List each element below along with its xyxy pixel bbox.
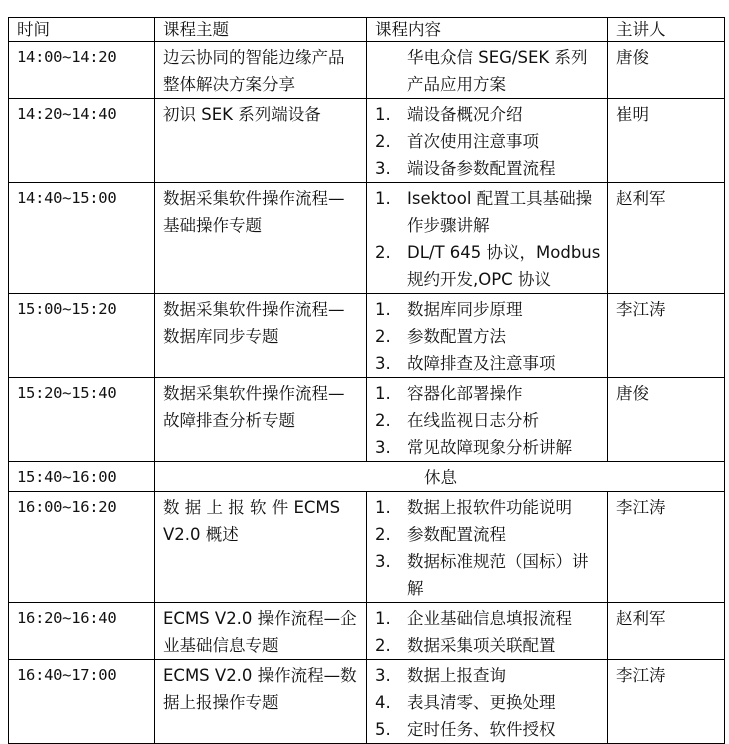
- header-speaker: 主讲人: [608, 18, 725, 42]
- item-number: 2.: [375, 132, 391, 151]
- item-text: 容器化部署操作: [407, 384, 523, 403]
- item-text: 企业基础信息填报流程: [407, 609, 572, 628]
- time-cell: 16:40~17:00: [9, 660, 155, 744]
- item-text: 数据上报软件功能说明: [407, 498, 572, 517]
- content-cell: [367, 603, 608, 660]
- topic-cell: 初识 SEK 系列端设备: [155, 99, 367, 183]
- item-text: 在线监视日志分析: [407, 411, 539, 430]
- speaker-cell: 赵利军: [608, 603, 725, 660]
- item-number: 2.: [375, 525, 391, 544]
- time-cell: 16:20~16:40: [9, 603, 155, 660]
- item-number: 2.: [375, 411, 391, 430]
- table-row: [9, 183, 725, 294]
- content-item: [375, 407, 601, 434]
- content-item: [375, 632, 601, 659]
- content-item: [375, 296, 601, 323]
- item-text: 端设备参数配置流程: [407, 159, 556, 178]
- item-text: 数据标准规范（国标）讲解: [407, 552, 589, 598]
- speaker-cell: 李江涛: [608, 294, 725, 378]
- content-cell: [367, 378, 608, 462]
- item-number: 1.: [375, 609, 391, 628]
- table-row: [9, 42, 725, 99]
- item-number: 4.: [375, 693, 391, 712]
- content-item: [375, 716, 601, 743]
- table-row: [9, 660, 725, 744]
- item-text: DL/T 645 协议，Modbus 规约开发,OPC 协议: [407, 243, 601, 289]
- item-text: Isektool 配置工具基础操作步骤讲解: [407, 189, 593, 235]
- item-text: 常见故障现象分析讲解: [407, 438, 572, 457]
- table-row: [9, 378, 725, 462]
- table-row: [9, 462, 725, 492]
- item-number: 1.: [375, 105, 391, 124]
- topic-cell: ECMS V2.0 操作流程—数据上报操作专题: [155, 660, 367, 744]
- item-text: 数据上报查询: [407, 666, 506, 685]
- content-item: [375, 689, 601, 716]
- speaker-cell: 唐俊: [608, 42, 725, 99]
- item-text: 数据库同步原理: [407, 300, 523, 319]
- time-cell: 15:40~16:00: [9, 462, 155, 492]
- item-number: 3.: [375, 438, 391, 457]
- speaker-cell: 李江涛: [608, 660, 725, 744]
- item-number: 2.: [375, 636, 391, 655]
- table-row: [9, 603, 725, 660]
- item-number: 3.: [375, 354, 391, 373]
- header-row: [9, 18, 725, 42]
- item-number: 1.: [375, 384, 391, 403]
- topic-cell: 数 据 上 报 软 件 ECMS V2.0 概述: [155, 492, 367, 603]
- item-number: 2.: [375, 243, 391, 262]
- item-number: 1.: [375, 189, 391, 208]
- item-text: 故障排查及注意事项: [407, 354, 556, 373]
- topic-cell: 数据采集软件操作流程—故障排查分析专题: [155, 378, 367, 462]
- content-item: [375, 548, 601, 602]
- topic-cell: 数据采集软件操作流程—基础操作专题: [155, 183, 367, 294]
- header-time: 时间: [9, 18, 155, 42]
- content-item: [375, 323, 601, 350]
- speaker-cell: 唐俊: [608, 378, 725, 462]
- item-text: 表具清零、更换处理: [407, 693, 556, 712]
- header-topic: 课程主题: [155, 18, 367, 42]
- item-text: 定时任务、软件授权: [407, 720, 556, 739]
- content-cell: [367, 492, 608, 603]
- topic-cell: 边云协同的智能边缘产品整体解决方案分享: [155, 42, 367, 99]
- content-item: 华电众信 SEG/SEK 系列产品应用方案: [407, 48, 588, 94]
- speaker-cell: 李江涛: [608, 492, 725, 603]
- table-row: [9, 492, 725, 603]
- item-text: 端设备概况介绍: [407, 105, 523, 124]
- item-number: 1.: [375, 498, 391, 517]
- content-cell: [367, 294, 608, 378]
- speaker-cell: 赵利军: [608, 183, 725, 294]
- item-text: 首次使用注意事项: [407, 132, 539, 151]
- schedule-table: [8, 17, 725, 744]
- break-cell: 休息: [155, 462, 725, 492]
- content-cell: [367, 183, 608, 294]
- content-item: [375, 434, 601, 461]
- time-cell: 14:20~14:40: [9, 99, 155, 183]
- time-cell: 15:00~15:20: [9, 294, 155, 378]
- speaker-cell: 崔明: [608, 99, 725, 183]
- time-cell: 16:00~16:20: [9, 492, 155, 603]
- content-item: [375, 128, 601, 155]
- header-content: 课程内容: [367, 18, 608, 42]
- item-number: 3.: [375, 666, 391, 685]
- time-cell: 14:00~14:20: [9, 42, 155, 99]
- time-cell: 15:20~15:40: [9, 378, 155, 462]
- item-number: 1.: [375, 300, 391, 319]
- content-item: [375, 155, 601, 182]
- item-number: 3.: [375, 159, 391, 178]
- content-item: [375, 101, 601, 128]
- content-cell: [367, 42, 608, 99]
- table-row: [9, 99, 725, 183]
- topic-cell: ECMS V2.0 操作流程—企业基础信息专题: [155, 603, 367, 660]
- content-cell: [367, 99, 608, 183]
- topic-cell: 数据采集软件操作流程—数据库同步专题: [155, 294, 367, 378]
- item-number: 3.: [375, 552, 391, 571]
- table-row: [9, 294, 725, 378]
- content-item: [375, 239, 601, 293]
- time-cell: 14:40~15:00: [9, 183, 155, 294]
- content-cell: [367, 660, 608, 744]
- content-item: [375, 605, 601, 632]
- item-number: 5.: [375, 720, 391, 739]
- item-number: 2.: [375, 327, 391, 346]
- content-item: [375, 185, 601, 239]
- content-item: [375, 380, 601, 407]
- content-item: [375, 521, 601, 548]
- content-item: [375, 350, 601, 377]
- content-item: [375, 494, 601, 521]
- item-text: 数据采集项关联配置: [407, 636, 556, 655]
- item-text: 参数配置方法: [407, 327, 506, 346]
- item-text: 参数配置流程: [407, 525, 506, 544]
- content-item: [375, 662, 601, 689]
